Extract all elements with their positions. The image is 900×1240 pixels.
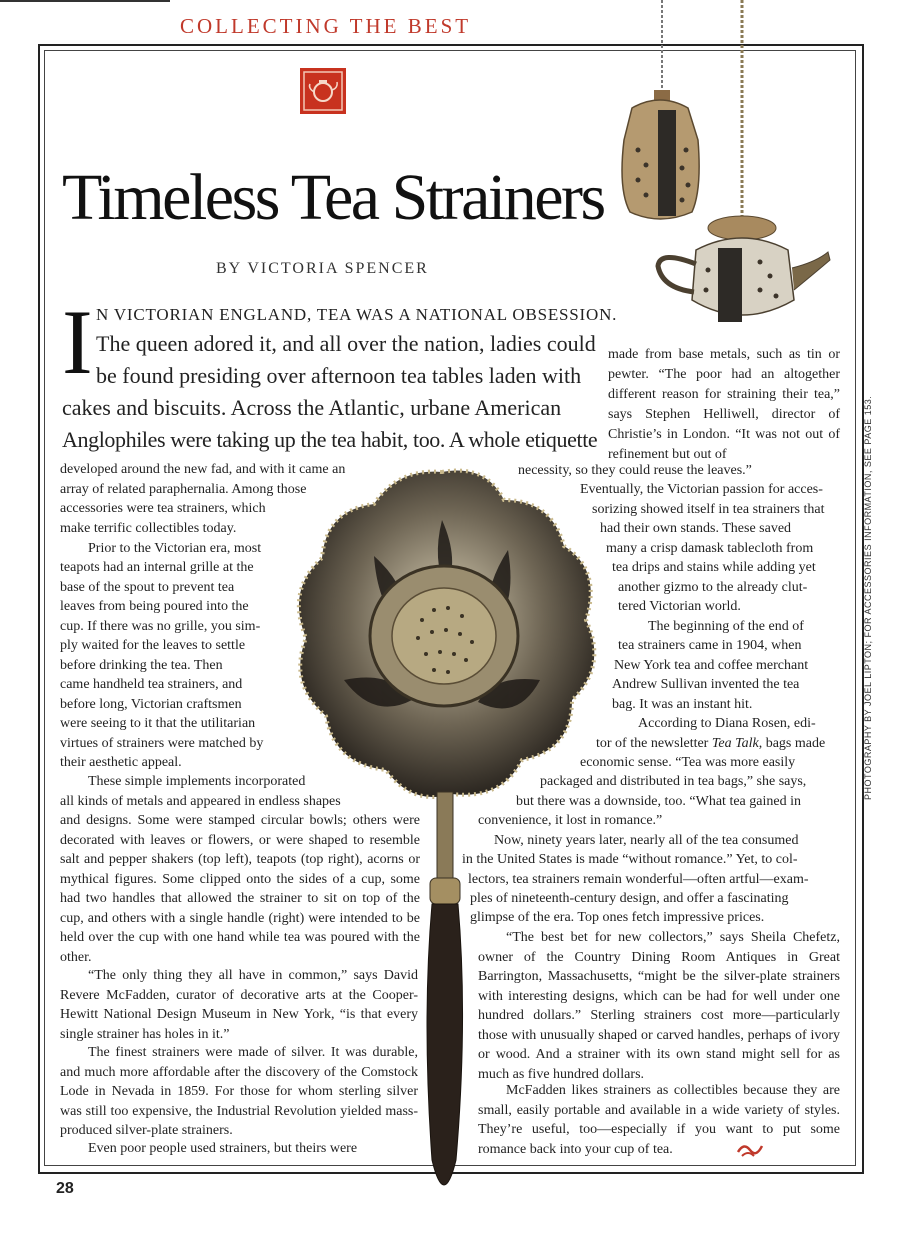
right-line: but there was a downside, too. “What tea gained in xyxy=(516,794,801,809)
left-line: virtues of strainers were matched by xyxy=(60,736,264,751)
right-line: According to Diana Rosen, edi- xyxy=(638,716,816,731)
right-top-paragraph: made from base metals, such as tin or pewter. “The poor had an altogether different reason for straining their tea,” says Stephen Helliwell, director of Christie’s in London. “It was not out of refinement but out of xyxy=(608,347,840,462)
right-line: New York tea and coffee merchant xyxy=(614,658,809,673)
byline: BY VICTORIA SPENCER xyxy=(216,260,429,277)
article-title: Timeless Tea Strainers xyxy=(62,161,604,234)
newsletter-title: Tea Talk xyxy=(711,736,759,751)
left-line: These simple implements incorporated xyxy=(88,774,306,789)
left-paragraph: Even poor people used strainers, but theirs were xyxy=(88,1141,358,1156)
right-line xyxy=(596,734,825,754)
left-line: developed around the new fad, and with it came an xyxy=(60,462,346,477)
right-line-text: , bags made xyxy=(758,736,826,751)
left-line: base of the spout to prevent tea xyxy=(60,580,235,595)
lead-line-4: cakes and biscuits. Across the Atlantic, urbane American xyxy=(62,395,562,420)
right-line: in the United States is made “without romance.” Yet, to col- xyxy=(462,852,798,867)
lead-line-2: The queen adored it, and all over the nation, ladies could xyxy=(96,331,596,356)
right-line: bag. It was an instant hit. xyxy=(612,697,753,712)
left-line: all kinds of metals and appeared in endless shapes xyxy=(60,794,341,809)
section-label: COLLECTING THE BEST xyxy=(180,14,472,38)
left-line: before drinking the tea. Then xyxy=(60,658,223,673)
right-line: economic sense. “Tea was more easily xyxy=(580,755,796,770)
left-line: Prior to the Victorian era, most xyxy=(88,541,262,556)
left-line: make terrific collectibles today. xyxy=(60,521,237,536)
right-line-text: tor of the newsletter xyxy=(596,736,712,751)
right-line: packaged and distributed in tea bags,” she says, xyxy=(540,774,807,789)
left-line: cup. If there was no grille, you sim- xyxy=(60,619,261,634)
right-line: Andrew Sullivan invented the tea xyxy=(612,677,800,692)
left-line: were seeing to it that the utilitarian xyxy=(60,716,256,731)
page-number: 28 xyxy=(56,1180,74,1197)
right-line: tered Victorian world. xyxy=(618,599,741,614)
left-paragraph: The finest strainers were made of silver. It was durable, and much more affordable after the discovery of the Comstock Lode in Nevada in 1859. For those for whom sterling silver was still too expensive, the Industrial Revolution yielded mass-produced silver-plate strainers. xyxy=(60,1045,418,1138)
end-mark-icon xyxy=(736,1140,764,1160)
hanging-tea-strainers-photo xyxy=(610,0,860,340)
right-line: sorizing showed itself in tea strainers that xyxy=(592,502,825,517)
right-paragraph: McFadden likes strainers as collectibles because they are small, easily portable and available in a wide variety of styles. They’re useful, too—especially if you want to put some romance back into your cup of tea. xyxy=(478,1083,840,1157)
right-line: lectors, tea strainers remain wonderful—often artful—exam- xyxy=(468,872,809,887)
right-line: many a crisp damask tablecloth from xyxy=(606,541,814,556)
left-line: leaves from being poured into the xyxy=(60,599,249,614)
lead-line-1: N VICTORIAN ENGLAND, TEA WAS A NATIONAL OBSESSION. xyxy=(96,305,618,324)
left-line: accessories were tea strainers, which xyxy=(60,501,266,516)
lead-line-5: Anglophiles were taking up the tea habit, too. A whole etiquette xyxy=(62,427,598,452)
right-line: tea strainers came in 1904, when xyxy=(618,638,802,653)
right-line: tea drips and stains while adding yet xyxy=(612,560,816,575)
right-line: The beginning of the end of xyxy=(648,619,804,634)
left-paragraph: “The only thing they all have in common,” says David Revere McFadden, curator of decorative arts at the Cooper-Hewitt National Design Museum in New York, “is that every single strainer has holes in it.” xyxy=(60,968,418,1042)
left-line: ply waited for the leaves to settle xyxy=(60,638,246,653)
left-paragraph: and designs. Some were stamped circular bowls; others were decorated with leaves or flowers, or were shaped to resemble salt and pepper shakers (top left), teapots (top right), acorns or mythical figures. Some clipped onto the sides of a cup, some had two handles that allowed the strainer to sit on top of the cup, and others with a single handle (right) were intended to be held over the cup with one hand while tea was poured with the other. xyxy=(60,813,420,965)
right-line: necessity, so they could reuse the leaves.” xyxy=(518,463,752,478)
left-line: their aesthetic appeal. xyxy=(60,755,182,770)
top-rule xyxy=(0,0,170,2)
left-line: came handheld tea strainers, and xyxy=(60,677,243,692)
right-line: Now, ninety years later, nearly all of the tea consumed xyxy=(494,833,799,848)
right-line: Eventually, the Victorian passion for acces- xyxy=(580,482,823,497)
lead-line-3: be found presiding over afternoon tea tables laden with xyxy=(96,363,582,388)
photo-credit: PHOTOGRAPHY BY JOEL LIPTON; FOR ACCESSORIES INFORMATION, SEE PAGE 153. xyxy=(863,395,873,800)
right-paragraph: “The best bet for new collectors,” says Sheila Chefetz, owner of the Country Dining Room Antiques in Great Barrington, Massachusetts, “might be the silver-plate strainers with interesting designs, which can be had for well under one hundred dollars.” Sterling strainers cost more—particularly those with unusually shaped or carved handles, perhaps of ivory or wood. And a strainer with its own stand might sell for as much as five hundred dollars. xyxy=(478,930,840,1082)
teapot-emblem-icon xyxy=(300,68,346,114)
right-line: convenience, it lost in romance.” xyxy=(478,813,663,828)
right-line: another gizmo to the already clut- xyxy=(618,580,808,595)
drop-cap: I xyxy=(62,291,93,393)
right-line: had their own stands. These saved xyxy=(600,521,792,536)
left-line: array of related paraphernalia. Among those xyxy=(60,482,307,497)
right-line: ples of nineteenth-century design, and offer a fascinating xyxy=(470,891,789,906)
right-line: glimpse of the era. Top ones fetch impressive prices. xyxy=(470,910,765,925)
left-line: teapots had an internal grille at the xyxy=(60,560,254,575)
left-line: before long, Victorian craftsmen xyxy=(60,697,242,712)
